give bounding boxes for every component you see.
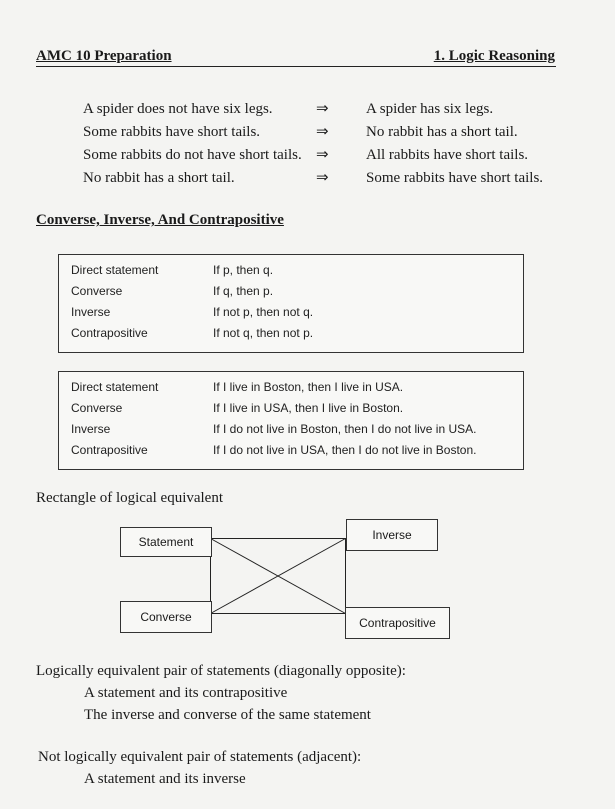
- negation-row: [83, 144, 566, 167]
- row-label: Inverse: [71, 422, 111, 436]
- table-row: [59, 323, 523, 344]
- row-value: If I do not live in USA, then I do not live in Boston.: [213, 443, 477, 457]
- implies-arrow: ⇒: [316, 147, 329, 163]
- equivalent-heading: Logically equivalent pair of statements (diagonally opposite):: [36, 663, 406, 679]
- diagram-converse-label: Converse: [140, 610, 192, 624]
- negation-list: [83, 98, 566, 190]
- negation-row: [83, 167, 566, 190]
- implies-arrow: ⇒: [316, 101, 329, 117]
- diagram-statement-label: Statement: [138, 535, 194, 549]
- general-form-table: [58, 254, 524, 353]
- diagram-inverse-label: Inverse: [372, 528, 412, 542]
- table-row: [59, 281, 523, 302]
- negation-statement: Some rabbits have short tails.: [83, 124, 261, 140]
- negation-statement: No rabbit has a short tail.: [83, 170, 235, 186]
- negation-result: All rabbits have short tails.: [366, 147, 529, 163]
- implies-arrow: ⇒: [316, 124, 329, 140]
- table-row: [59, 377, 523, 398]
- table-row: [59, 302, 523, 323]
- negation-result: A spider has six legs.: [366, 101, 494, 117]
- negation-row: [83, 121, 566, 144]
- row-label: Contrapositive: [71, 326, 148, 340]
- row-label: Contrapositive: [71, 443, 148, 457]
- table-row: [59, 419, 523, 440]
- logic-rectangle-diagram: [210, 538, 346, 614]
- row-label: Converse: [71, 401, 123, 415]
- header-chapter: 1. Logic Reasoning: [433, 48, 555, 64]
- header-title: AMC 10 Preparation: [36, 48, 172, 64]
- row-value: If I live in USA, then I live in Boston.: [213, 401, 404, 415]
- row-value: If not q, then not p.: [213, 326, 314, 340]
- row-label: Direct statement: [71, 263, 159, 277]
- example-table: [58, 371, 524, 470]
- diagram-statement-box: [120, 527, 212, 557]
- table-row: [59, 440, 523, 461]
- row-value: If I live in Boston, then I live in USA.: [213, 380, 404, 394]
- negation-statement: A spider does not have six legs.: [83, 101, 273, 117]
- row-label: Inverse: [71, 305, 111, 319]
- section-title: Converse, Inverse, And Contrapositive: [36, 212, 284, 228]
- row-value: If not p, then not q.: [213, 305, 314, 319]
- implies-arrow: ⇒: [316, 170, 329, 186]
- equivalent-item: A statement and its contrapositive: [84, 685, 288, 701]
- negation-statement: Some rabbits do not have short tails.: [83, 147, 302, 163]
- row-label: Converse: [71, 284, 123, 298]
- equivalent-item: The inverse and converse of the same statement: [84, 707, 371, 723]
- table-row: [59, 260, 523, 281]
- rectangle-caption: Rectangle of logical equivalent: [36, 490, 224, 506]
- header-rule: [36, 66, 556, 67]
- negation-row: [83, 98, 566, 121]
- row-value: If p, then q.: [213, 263, 274, 277]
- not-equivalent-item: A statement and its inverse: [84, 771, 246, 787]
- row-value: If q, then p.: [213, 284, 274, 298]
- diagram-inverse-box: [346, 519, 438, 551]
- diagram-contrapositive-label: Contrapositive: [359, 616, 436, 630]
- negation-result: Some rabbits have short tails.: [366, 170, 544, 186]
- not-equivalent-heading: Not logically equivalent pair of statements (adjacent):: [38, 749, 362, 765]
- row-value: If I do not live in Boston, then I do not live in USA.: [213, 422, 477, 436]
- table-row: [59, 398, 523, 419]
- diagram-converse-box: [120, 601, 212, 633]
- diagram-contrapositive-box: [345, 607, 450, 639]
- row-label: Direct statement: [71, 380, 159, 394]
- negation-result: No rabbit has a short tail.: [366, 124, 518, 140]
